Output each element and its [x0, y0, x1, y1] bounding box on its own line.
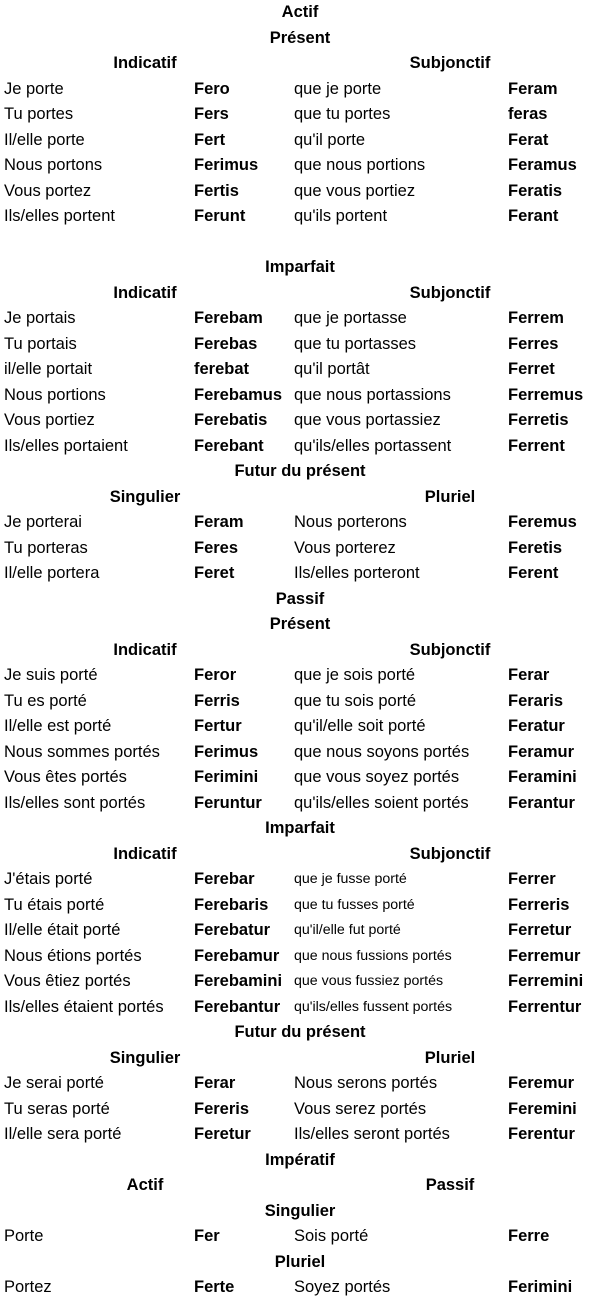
- latin-form-left: Feruntur: [194, 793, 262, 812]
- column-header-left: Singulier: [109, 1048, 181, 1067]
- column-header-right: Subjonctif: [409, 54, 491, 72]
- tense-title: Présent: [269, 28, 331, 47]
- column-headers: [0, 281, 600, 307]
- table-row: [0, 1275, 600, 1301]
- latin-form-right: Ferant: [508, 207, 559, 225]
- table-row: [0, 332, 600, 358]
- latin-form-left: Feretur: [194, 1125, 251, 1143]
- french-form-left: Vous êtes portés: [4, 768, 127, 786]
- latin-form-left: Ferunt: [194, 207, 246, 225]
- french-form-right: Ils/elles seront portés: [294, 1125, 450, 1143]
- latin-form-right: Ferrentur: [508, 997, 582, 1016]
- column-header-left: Singulier: [109, 487, 181, 506]
- latin-form-right: Feretis: [508, 538, 563, 557]
- latin-form-right: Ferrer: [508, 870, 556, 888]
- latin-form-right: Feremus: [508, 513, 577, 531]
- tense-title-line: [0, 255, 600, 281]
- french-form-right: Sois porté: [294, 1227, 369, 1245]
- french-form-right: que je sois porté: [294, 666, 416, 684]
- french-form-right: que je portasse: [294, 309, 407, 327]
- french-form-right: Ils/elles porteront: [294, 564, 420, 582]
- french-form-right: Nous porterons: [294, 513, 407, 531]
- voice-title-actif-line: [0, 0, 600, 26]
- french-form-right: qu'ils/elles portassent: [294, 436, 452, 455]
- table-row: [0, 383, 600, 409]
- tense-title: Imparfait: [265, 819, 335, 837]
- latin-form-left: Fereris: [194, 1099, 250, 1118]
- table-row: [0, 893, 600, 919]
- latin-form-left: Ferebatur: [194, 921, 271, 939]
- french-form-left: Je portais: [4, 309, 76, 327]
- latin-form-right: Feramus: [508, 156, 577, 174]
- table-row: [0, 969, 600, 995]
- number-title-singulier-line: [0, 1199, 600, 1225]
- latin-form-right: Ferretis: [508, 411, 569, 429]
- french-form-left: Nous portions: [4, 385, 106, 404]
- latin-form-left: Fers: [194, 105, 229, 123]
- french-form-left: Tu es porté: [4, 691, 87, 710]
- mood-title-imperatif: Impératif: [265, 1150, 335, 1169]
- column-header-right: Subjonctif: [409, 283, 491, 302]
- latin-form-right: Ferremur: [508, 946, 581, 965]
- column-header-right: Subjonctif: [409, 844, 491, 863]
- latin-form-left: Ferimus: [194, 156, 259, 174]
- tense-title: Imparfait: [265, 258, 335, 276]
- latin-form-left: Feret: [194, 564, 235, 582]
- table-row: [0, 408, 600, 434]
- french-form-left: Je serai porté: [4, 1074, 104, 1092]
- column-header-left: Indicatif: [113, 283, 177, 302]
- french-form-left: Tu porteras: [4, 538, 88, 557]
- table-row: [0, 1122, 600, 1148]
- table-row: [0, 306, 600, 332]
- latin-form-right: Feratis: [508, 181, 563, 200]
- french-form-right: que je porte: [294, 79, 382, 98]
- column-header-right: Subjonctif: [409, 640, 491, 659]
- french-form-left: Il/elle était porté: [4, 921, 121, 939]
- latin-form-right: Ferent: [508, 564, 559, 582]
- latin-form-left: Ferebantur: [194, 997, 281, 1016]
- french-form-left: Tu portais: [4, 334, 77, 353]
- column-header-left: Indicatif: [113, 640, 177, 659]
- latin-form-right: Ferremini: [508, 972, 584, 990]
- tense-title-line: [0, 1020, 600, 1046]
- french-form-right: que vous soyez portés: [294, 768, 460, 786]
- french-form-right: que tu fusses porté: [294, 896, 415, 913]
- french-form-right: Nous serons portés: [294, 1074, 438, 1092]
- column-headers: [0, 842, 600, 868]
- french-form-right: que vous portassiez: [294, 411, 441, 429]
- latin-form-left: Ferris: [194, 691, 240, 710]
- french-form-left: Je porterai: [4, 513, 82, 531]
- column-header-left: Indicatif: [113, 54, 177, 72]
- latin-form-right: Feraris: [508, 691, 564, 710]
- french-form-right: qu'ils portent: [294, 207, 388, 225]
- latin-form-left: Ferimini: [194, 768, 259, 786]
- tense-title: Présent: [269, 615, 331, 633]
- french-form-right: que nous soyons portés: [294, 742, 470, 761]
- table-row: [0, 995, 600, 1021]
- french-form-right: que nous portassions: [294, 385, 451, 404]
- number-title-pluriel-line: [0, 1250, 600, 1276]
- latin-form-right: Feramur: [508, 742, 575, 761]
- french-form-right: que tu portasses: [294, 334, 416, 353]
- latin-form-left: Fert: [194, 130, 226, 149]
- french-form-right: qu'il/elle soit porté: [294, 717, 426, 735]
- french-form-left: Ils/elles étaient portés: [4, 997, 164, 1016]
- latin-form-right: Ferret: [508, 360, 555, 378]
- tense-title-line: [0, 459, 600, 485]
- column-header-left: Actif: [126, 1176, 164, 1194]
- french-form-left: J'étais porté: [4, 870, 93, 888]
- french-form-right: que nous portions: [294, 156, 426, 174]
- latin-form-left: Ferebamini: [194, 972, 283, 990]
- french-form-right: qu'ils/elles fussent portés: [294, 998, 453, 1015]
- french-form-left: Nous portons: [4, 156, 103, 174]
- table-row: [0, 944, 600, 970]
- latin-form-left: Feram: [194, 513, 244, 531]
- column-headers: [0, 1173, 600, 1199]
- number-title-singulier: Singulier: [264, 1201, 336, 1220]
- french-form-right: que je fusse porté: [294, 871, 407, 887]
- latin-form-right: Feremur: [508, 1074, 575, 1092]
- table-row: [0, 434, 600, 460]
- voice-title-actif: Actif: [281, 3, 319, 21]
- french-form-left: Ils/elles portent: [4, 207, 115, 225]
- latin-form-left: Ferebamur: [194, 946, 280, 965]
- latin-form-right: Ferremus: [508, 385, 584, 404]
- table-row: [0, 791, 600, 817]
- tense-title: Futur du présent: [234, 462, 366, 480]
- latin-form-right: Ferre: [508, 1227, 550, 1245]
- latin-form-left: Ferebant: [194, 436, 264, 455]
- french-form-right: Vous porterez: [294, 538, 396, 557]
- latin-form-right: Ferentur: [508, 1125, 575, 1143]
- latin-form-right: Ferantur: [508, 793, 575, 812]
- table-row: [0, 128, 600, 154]
- table-row: [0, 867, 600, 893]
- voice-title-passif: Passif: [275, 589, 325, 608]
- tense-title-line: [0, 26, 600, 52]
- french-form-left: Vous portiez: [4, 411, 95, 429]
- french-form-right: qu'il portât: [294, 360, 370, 378]
- french-form-right: qu'ils/elles soient portés: [294, 793, 469, 812]
- table-row: [0, 1224, 600, 1250]
- table-row: [0, 1071, 600, 1097]
- column-header-right: Passif: [425, 1176, 475, 1194]
- latin-form-right: feras: [508, 105, 548, 123]
- latin-form-left: Ferebamus: [194, 385, 283, 404]
- latin-form-left: Feres: [194, 538, 239, 557]
- column-headers: [0, 51, 600, 77]
- latin-form-right: Ferreris: [508, 895, 570, 914]
- french-form-left: Il/elle sera porté: [4, 1125, 122, 1143]
- latin-form-right: Ferat: [508, 130, 549, 149]
- tense-title: Futur du présent: [234, 1023, 366, 1041]
- number-title-pluriel: Pluriel: [274, 1252, 326, 1271]
- french-form-left: Je porte: [4, 79, 64, 98]
- latin-form-left: Ferte: [194, 1278, 235, 1296]
- mood-title-imperatif-line: [0, 1148, 600, 1174]
- latin-form-left: Ferebas: [194, 334, 258, 353]
- table-row: [0, 1097, 600, 1123]
- table-row: [0, 357, 600, 383]
- french-form-left: Il/elle porte: [4, 130, 85, 149]
- latin-form-left: Fertur: [194, 717, 242, 735]
- latin-form-left: Fero: [194, 79, 230, 98]
- french-form-left: Je suis porté: [4, 666, 98, 684]
- french-form-left: Portez: [4, 1278, 52, 1296]
- french-form-right: que vous fussiez portés: [294, 973, 444, 989]
- column-header-right: Pluriel: [424, 1048, 476, 1067]
- latin-form-left: ferebat: [194, 360, 250, 378]
- french-form-left: Vous portez: [4, 181, 92, 200]
- latin-form-left: Ferebar: [194, 870, 255, 888]
- french-form-left: Il/elle portera: [4, 564, 100, 582]
- french-form-left: Tu portes: [4, 105, 74, 123]
- french-form-right: que tu portes: [294, 105, 391, 123]
- french-form-right: Vous serez portés: [294, 1099, 427, 1118]
- tense-title-line: [0, 612, 600, 638]
- table-row: [0, 663, 600, 689]
- french-form-left: Il/elle est porté: [4, 717, 112, 735]
- latin-form-right: Feram: [508, 79, 558, 98]
- table-row: [0, 536, 600, 562]
- table-row: [0, 153, 600, 179]
- latin-form-right: Feremini: [508, 1099, 577, 1118]
- table-row: [0, 102, 600, 128]
- french-form-left: Nous sommes portés: [4, 742, 160, 761]
- latin-form-right: Feratur: [508, 717, 565, 735]
- latin-form-right: Ferar: [508, 666, 550, 684]
- latin-form-left: Ferimus: [194, 742, 259, 761]
- table-row: [0, 204, 600, 230]
- french-form-left: Nous étions portés: [4, 946, 142, 965]
- latin-form-right: Feramini: [508, 768, 577, 786]
- table-row: [0, 77, 600, 103]
- latin-form-left: Ferebatis: [194, 411, 268, 429]
- french-form-left: Ils/elles portaient: [4, 436, 128, 455]
- column-headers: [0, 1046, 600, 1072]
- latin-form-left: Fer: [194, 1227, 220, 1245]
- latin-form-right: Ferimini: [508, 1278, 573, 1296]
- latin-form-right: Ferrent: [508, 436, 565, 455]
- table-row: [0, 918, 600, 944]
- latin-form-left: Feror: [194, 666, 237, 684]
- table-row: [0, 510, 600, 536]
- table-row: [0, 765, 600, 791]
- french-form-left: Tu étais porté: [4, 895, 105, 914]
- column-headers: [0, 485, 600, 511]
- column-header-right: Pluriel: [424, 487, 476, 506]
- column-headers: [0, 638, 600, 664]
- french-form-left: Ils/elles sont portés: [4, 793, 146, 812]
- tense-title-line: [0, 816, 600, 842]
- french-form-right: que vous portiez: [294, 181, 416, 200]
- french-form-left: Vous êtiez portés: [4, 972, 131, 990]
- french-form-right: que tu sois porté: [294, 691, 416, 710]
- latin-form-right: Ferres: [508, 334, 559, 353]
- french-form-right: qu'il porte: [294, 130, 366, 149]
- latin-form-right: Ferrem: [508, 309, 564, 327]
- latin-form-left: Ferar: [194, 1074, 236, 1092]
- french-form-left: Tu seras porté: [4, 1099, 110, 1118]
- latin-form-left: Ferebam: [194, 309, 263, 327]
- table-row: [0, 740, 600, 766]
- table-row: [0, 714, 600, 740]
- french-form-right: qu'il/elle fut porté: [294, 922, 401, 938]
- voice-title-passif-line: [0, 587, 600, 613]
- latin-form-left: Fertis: [194, 181, 239, 200]
- french-form-right: que nous fussions portés: [294, 947, 452, 964]
- latin-form-right: Ferretur: [508, 921, 572, 939]
- french-form-left: il/elle portait: [4, 360, 93, 378]
- latin-form-left: Ferebaris: [194, 895, 269, 914]
- table-row: [0, 561, 600, 587]
- table-row: [0, 689, 600, 715]
- column-header-left: Indicatif: [113, 844, 177, 863]
- french-form-right: Soyez portés: [294, 1278, 391, 1296]
- table-row: [0, 179, 600, 205]
- french-form-left: Porte: [4, 1227, 44, 1245]
